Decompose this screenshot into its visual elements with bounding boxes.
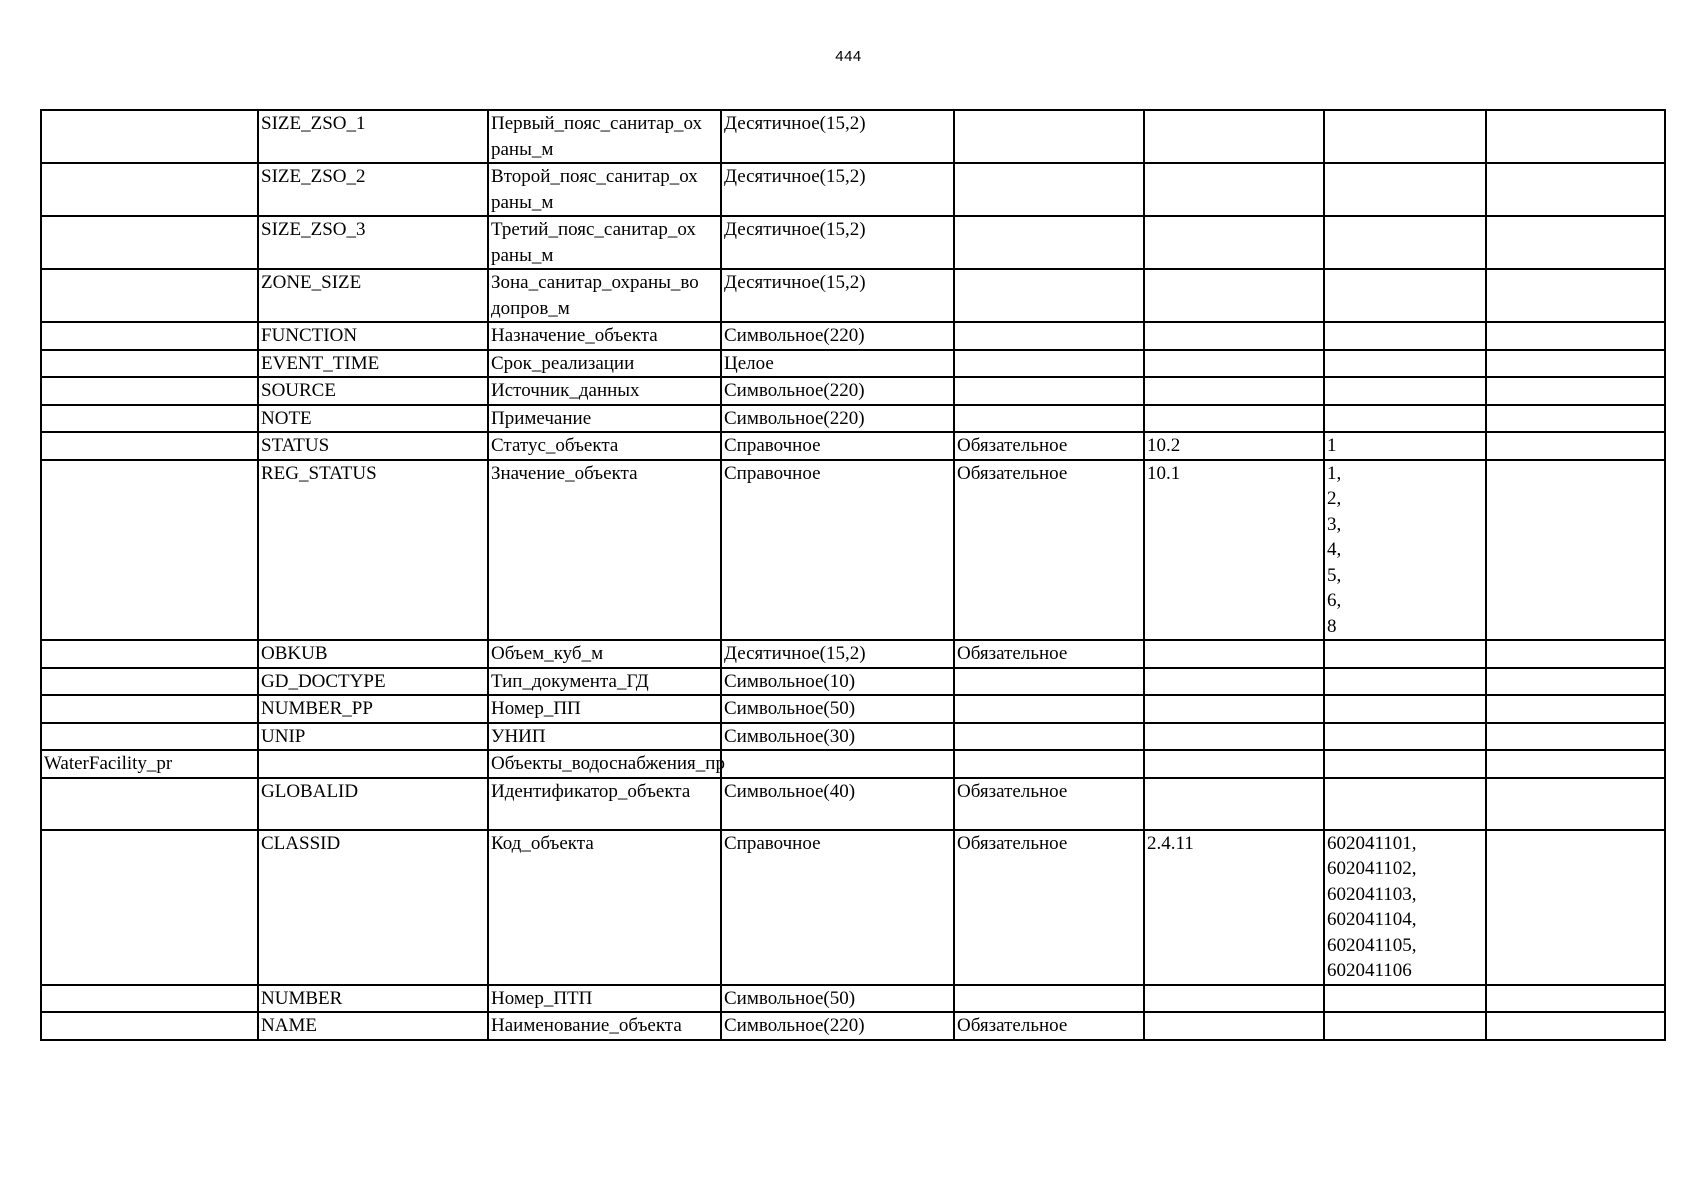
requirement-cell	[954, 985, 1144, 1013]
field-type-cell: Символьное(220)	[721, 322, 954, 350]
cell-line: 5,	[1327, 564, 1342, 586]
field-type-cell: Символьное(220)	[721, 1012, 954, 1040]
field-code-cell: ZONE_SIZE	[258, 269, 488, 322]
field-type-cell: Справочное	[721, 432, 954, 460]
field-type-cell: Символьное(50)	[721, 695, 954, 723]
allowed-values-cell	[1324, 269, 1486, 322]
cell-line: раны_м	[491, 244, 554, 266]
table-row	[41, 350, 1665, 378]
field-alias-cell: Значение_объекта	[488, 460, 721, 641]
field-alias-cell: Объем_куб_м	[488, 640, 721, 668]
field-type-cell: Целое	[721, 350, 954, 378]
field-code-cell: CLASSID	[258, 830, 488, 985]
field-code-cell: OBKUB	[258, 640, 488, 668]
note-cell	[1486, 269, 1665, 322]
field-code-cell: GD_DOCTYPE	[258, 668, 488, 696]
cell-line: 1,	[1327, 462, 1342, 484]
cell-line: 602041104,	[1327, 909, 1417, 930]
field-code-cell: REG_STATUS	[258, 460, 488, 641]
table-row	[41, 460, 1665, 641]
reference-cell: 2.4.11	[1144, 830, 1324, 985]
field-type-cell: Десятичное(15,2)	[721, 110, 954, 163]
layer-name-cell	[41, 377, 258, 405]
field-alias-cell: Тип_документа_ГД	[488, 668, 721, 696]
cell-line: 3,	[1327, 513, 1342, 535]
note-cell	[1486, 216, 1665, 269]
allowed-values-cell	[1324, 778, 1486, 830]
note-cell	[1486, 163, 1665, 216]
field-code-cell: STATUS	[258, 432, 488, 460]
cell-line: 6,	[1327, 590, 1342, 611]
note-cell	[1486, 110, 1665, 163]
table-row	[41, 985, 1665, 1013]
field-type-cell: Десятичное(15,2)	[721, 216, 954, 269]
table-row	[41, 405, 1665, 433]
allowed-values-cell: 1	[1324, 432, 1486, 460]
requirement-cell: Обязательное	[954, 778, 1144, 830]
reference-cell	[1144, 163, 1324, 216]
requirement-cell	[954, 350, 1144, 378]
cell-line: раны_м	[491, 138, 554, 160]
reference-cell: 10.2	[1144, 432, 1324, 460]
field-alias-cell: Срок_реализации	[488, 350, 721, 378]
field-code-cell: FUNCTION	[258, 322, 488, 350]
layer-name-cell	[41, 668, 258, 696]
reference-cell	[1144, 350, 1324, 378]
layer-name-cell	[41, 778, 258, 830]
cell-line: 602041106	[1327, 960, 1412, 981]
field-alias-cell: Номер_ПТП	[488, 985, 721, 1013]
reference-cell	[1144, 269, 1324, 322]
table-row	[41, 695, 1665, 723]
note-cell	[1486, 322, 1665, 350]
requirement-cell	[954, 216, 1144, 269]
note-cell	[1486, 778, 1665, 830]
reference-cell: 10.1	[1144, 460, 1324, 641]
cell-line: 602041103,	[1327, 883, 1417, 905]
requirement-cell	[954, 377, 1144, 405]
allowed-values-cell	[1324, 216, 1486, 269]
field-alias-cell: Объекты_водоснабжения_пр	[488, 750, 721, 778]
field-type-cell: Символьное(10)	[721, 668, 954, 696]
allowed-values-cell	[1324, 985, 1486, 1013]
reference-cell	[1144, 695, 1324, 723]
field-alias-cell: Код_объекта	[488, 830, 721, 985]
field-type-cell: Справочное	[721, 460, 954, 641]
field-alias-cell	[488, 216, 721, 269]
layer-name-cell	[41, 216, 258, 269]
note-cell	[1486, 405, 1665, 433]
field-code-cell: GLOBALID	[258, 778, 488, 830]
requirement-cell: Обязательное	[954, 830, 1144, 985]
field-type-cell: Десятичное(15,2)	[721, 163, 954, 216]
field-type-cell: Символьное(50)	[721, 985, 954, 1013]
field-alias-cell: Номер_ПП	[488, 695, 721, 723]
allowed-values-cell	[1324, 723, 1486, 751]
field-code-cell: NUMBER	[258, 985, 488, 1013]
field-alias-cell: Статус_объекта	[488, 432, 721, 460]
field-type-cell: Десятичное(15,2)	[721, 640, 954, 668]
cell-line: Третий_пояс_санитар_ох	[491, 219, 696, 240]
field-type-cell: Десятичное(15,2)	[721, 269, 954, 322]
field-alias-cell: УНИП	[488, 723, 721, 751]
field-code-cell: SIZE_ZSO_1	[258, 110, 488, 163]
field-alias-cell	[488, 163, 721, 216]
note-cell	[1486, 750, 1665, 778]
allowed-values-cell	[1324, 695, 1486, 723]
requirement-cell: Обязательное	[954, 432, 1144, 460]
layer-name-cell	[41, 432, 258, 460]
cell-line: Зона_санитар_охраны_во	[491, 272, 699, 293]
note-cell	[1486, 350, 1665, 378]
requirement-cell	[954, 322, 1144, 350]
allowed-values-cell	[1324, 750, 1486, 778]
requirement-cell: Обязательное	[954, 640, 1144, 668]
table-row	[41, 269, 1665, 322]
requirement-cell	[954, 269, 1144, 322]
requirement-cell	[954, 405, 1144, 433]
field-code-cell: EVENT_TIME	[258, 350, 488, 378]
field-type-cell: Символьное(30)	[721, 723, 954, 751]
allowed-values-cell	[1324, 830, 1486, 985]
layer-name-cell: WaterFacility_pr	[41, 750, 258, 778]
allowed-values-cell	[1324, 640, 1486, 668]
field-type-cell: Символьное(40)	[721, 778, 954, 830]
allowed-values-cell	[1324, 110, 1486, 163]
reference-cell	[1144, 216, 1324, 269]
cell-line: 602041105,	[1327, 934, 1417, 956]
reference-cell	[1144, 778, 1324, 830]
field-code-cell: NOTE	[258, 405, 488, 433]
allowed-values-cell	[1324, 163, 1486, 216]
field-type-cell	[721, 750, 954, 778]
requirement-cell: Обязательное	[954, 1012, 1144, 1040]
requirement-cell	[954, 668, 1144, 696]
allowed-values-cell	[1324, 350, 1486, 378]
table-row	[41, 322, 1665, 350]
note-cell	[1486, 432, 1665, 460]
reference-cell	[1144, 668, 1324, 696]
layer-name-cell	[41, 695, 258, 723]
table-row	[41, 432, 1665, 460]
note-cell	[1486, 695, 1665, 723]
note-cell	[1486, 377, 1665, 405]
field-alias-cell	[488, 269, 721, 322]
cell-line: допров_м	[491, 297, 570, 319]
allowed-values-cell	[1324, 377, 1486, 405]
field-alias-cell: Источник_данных	[488, 377, 721, 405]
field-alias-cell: Наименование_объекта	[488, 1012, 721, 1040]
field-type-cell: Символьное(220)	[721, 377, 954, 405]
reference-cell	[1144, 985, 1324, 1013]
table-row	[41, 216, 1665, 269]
table-row	[41, 668, 1665, 696]
requirement-cell	[954, 110, 1144, 163]
field-type-cell: Справочное	[721, 830, 954, 985]
cell-line: 8	[1327, 615, 1337, 637]
allowed-values-cell	[1324, 668, 1486, 696]
layer-name-cell	[41, 985, 258, 1013]
table-row	[41, 723, 1665, 751]
allowed-values-cell	[1324, 322, 1486, 350]
note-cell	[1486, 830, 1665, 985]
reference-cell	[1144, 1012, 1324, 1040]
layer-name-cell	[41, 110, 258, 163]
field-code-cell: SOURCE	[258, 377, 488, 405]
requirement-cell	[954, 163, 1144, 216]
table-row	[41, 640, 1665, 668]
page-number: 444	[835, 48, 862, 65]
reference-cell	[1144, 750, 1324, 778]
requirement-cell	[954, 750, 1144, 778]
cell-line: раны_м	[491, 191, 554, 213]
layer-name-cell	[41, 723, 258, 751]
note-cell	[1486, 668, 1665, 696]
table-row	[41, 750, 1665, 778]
table-row	[41, 163, 1665, 216]
allowed-values-cell	[1324, 460, 1486, 641]
layer-name-cell	[41, 640, 258, 668]
field-code-cell: NUMBER_PP	[258, 695, 488, 723]
allowed-values-cell	[1324, 1012, 1486, 1040]
note-cell	[1486, 985, 1665, 1013]
field-code-cell: UNIP	[258, 723, 488, 751]
field-alias-cell	[488, 110, 721, 163]
cell-line: 4,	[1327, 539, 1342, 560]
field-alias-cell: Назначение_объекта	[488, 322, 721, 350]
field-code-cell: NAME	[258, 1012, 488, 1040]
layer-name-cell	[41, 269, 258, 322]
reference-cell	[1144, 377, 1324, 405]
note-cell	[1486, 1012, 1665, 1040]
layer-name-cell	[41, 460, 258, 641]
attribute-table	[40, 109, 1666, 1041]
layer-name-cell	[41, 830, 258, 985]
layer-name-cell	[41, 163, 258, 216]
note-cell	[1486, 460, 1665, 641]
cell-line: 602041102,	[1327, 858, 1417, 879]
layer-name-cell	[41, 350, 258, 378]
requirement-cell	[954, 723, 1144, 751]
table-row	[41, 830, 1665, 985]
table-row	[41, 778, 1665, 830]
requirement-cell: Обязательное	[954, 460, 1144, 641]
reference-cell	[1144, 322, 1324, 350]
layer-name-cell	[41, 405, 258, 433]
field-code-cell: SIZE_ZSO_2	[258, 163, 488, 216]
requirement-cell	[954, 695, 1144, 723]
field-type-cell: Символьное(220)	[721, 405, 954, 433]
note-cell	[1486, 640, 1665, 668]
reference-cell	[1144, 723, 1324, 751]
field-code-cell: SIZE_ZSO_3	[258, 216, 488, 269]
cell-line: 2,	[1327, 488, 1342, 509]
table-row	[41, 377, 1665, 405]
allowed-values-cell	[1324, 405, 1486, 433]
field-alias-cell: Примечание	[488, 405, 721, 433]
field-alias-cell: Идентификатор_объекта	[488, 778, 721, 830]
table-row	[41, 1012, 1665, 1040]
field-code-cell	[258, 750, 488, 778]
cell-line: Первый_пояс_санитар_ох	[491, 113, 702, 134]
cell-line: 602041101,	[1327, 832, 1417, 854]
reference-cell	[1144, 640, 1324, 668]
note-cell	[1486, 723, 1665, 751]
table-row	[41, 110, 1665, 163]
layer-name-cell	[41, 322, 258, 350]
reference-cell	[1144, 405, 1324, 433]
layer-name-cell	[41, 1012, 258, 1040]
reference-cell	[1144, 110, 1324, 163]
cell-line: Второй_пояс_санитар_ох	[491, 166, 698, 187]
